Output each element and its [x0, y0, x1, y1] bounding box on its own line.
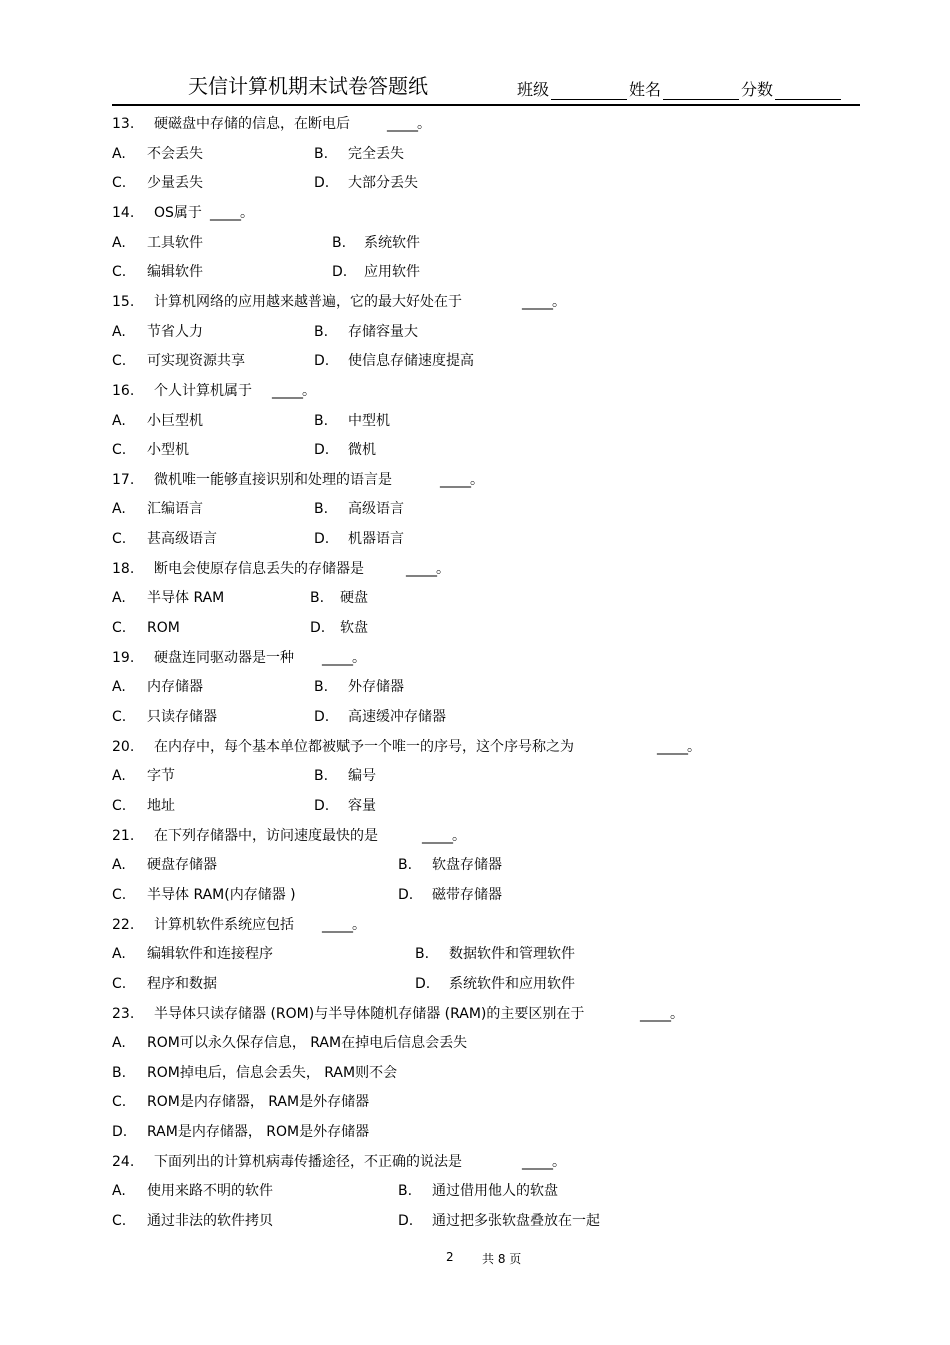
option-letter: B. [314, 323, 329, 340]
name-blank [663, 83, 739, 100]
option-letter: A. [112, 1035, 126, 1052]
option-text: 字节 [147, 768, 175, 785]
option-letter: D. [314, 709, 330, 725]
option-text: ROM是内存储器， RAM是外存储器 [147, 1094, 370, 1111]
answer-blank: _____。 [210, 204, 253, 221]
option-text: 通过借用他人的软盘 [432, 1183, 558, 1200]
option-text: 外存储器 [348, 679, 404, 696]
option-text: 系统软件和应用软件 [449, 975, 575, 992]
option-letter: A. [112, 679, 126, 696]
option-letter: A. [112, 590, 126, 607]
option-letter: B. [314, 412, 329, 429]
option-text: 机器语言 [348, 531, 404, 548]
option-letter: A. [112, 768, 126, 785]
question-stem: 下面列出的计算机病毒传播途径，不正确的说法是 [154, 1153, 462, 1170]
question-stem: 微机唯一能够直接识别和处理的语言是 [154, 471, 392, 488]
option-text: 容量 [348, 797, 376, 814]
option-letter: D. [314, 175, 330, 192]
option-letter: C. [112, 531, 127, 548]
score-blank [775, 83, 841, 100]
option-text: 工具软件 [147, 234, 203, 251]
option-letter: D. [415, 975, 431, 992]
option-text: 中型机 [348, 412, 390, 429]
question-number: 20. [112, 738, 135, 755]
option-letter: A. [112, 946, 126, 963]
option-letter: C. [112, 886, 127, 903]
option-text: ROM [147, 620, 180, 637]
answer-blank: _____。 [422, 827, 465, 844]
answer-blank: _____。 [406, 560, 449, 577]
answer-sheet-header [112, 70, 860, 106]
answer-blank: _____。 [272, 382, 315, 399]
option-text: 硬盘存储器 [147, 857, 217, 874]
option-text: 完全丢失 [348, 145, 404, 162]
option-text: 可实现资源共享 [147, 353, 245, 370]
page-title: 天信计算机期末试卷答题纸 [188, 74, 428, 98]
option-text: 地址 [147, 797, 175, 814]
option-letter: C. [112, 353, 127, 370]
question-stem: 计算机网络的应用越来越普遍，它的最大好处在于 [154, 293, 462, 310]
option-letter: C. [112, 709, 127, 725]
option-text: 只读存储器 [147, 709, 217, 725]
option-text: 小巨型机 [147, 412, 203, 429]
option-letter: A. [112, 145, 126, 162]
option-text: 通过非法的软件拷贝 [147, 1213, 273, 1230]
total-pages: 共 8 页 [482, 1252, 522, 1266]
option-text: 硬盘 [340, 590, 368, 607]
option-letter: B. [332, 234, 347, 251]
option-letter: D. [314, 797, 330, 814]
question-stem: 在下列存储器中，访问速度最快的是 [154, 827, 378, 844]
class-blank [551, 83, 627, 100]
answer-blank: _____。 [387, 116, 430, 132]
option-text: 半导体 RAM [147, 590, 225, 607]
option-letter: B. [314, 768, 329, 785]
answer-blank: _____。 [440, 471, 483, 488]
question-stem: 在内存中，每个基本单位都被赋予一个唯一的序号，这个序号称之为 [154, 738, 574, 755]
option-text: 通过把多张软盘叠放在一起 [432, 1213, 600, 1230]
answer-blank: _____。 [322, 649, 365, 666]
option-letter: D. [314, 442, 330, 459]
option-letter: C. [112, 620, 127, 637]
question-stem: 硬磁盘中存储的信息，在断电后 [154, 116, 350, 132]
question-stem: 断电会使原存信息丢失的存储器是 [154, 560, 364, 577]
option-letter: B. [310, 590, 325, 607]
page-number: 2 [446, 1250, 454, 1264]
option-letter: B. [314, 145, 329, 162]
answer-blank: _____。 [657, 738, 700, 755]
option-text: 节省人力 [147, 323, 203, 340]
option-letter: B. [398, 1183, 413, 1200]
option-letter: C. [112, 797, 127, 814]
option-letter: D. [398, 1213, 414, 1230]
question-number: 19. [112, 649, 135, 666]
option-letter: C. [112, 1094, 127, 1111]
option-text: RAM是内存储器， ROM是外存储器 [147, 1124, 370, 1141]
option-text: 高级语言 [348, 501, 404, 518]
student-info-fields [517, 77, 843, 100]
option-text: 编号 [348, 768, 376, 785]
option-text: 微机 [348, 442, 376, 459]
option-letter: A. [112, 412, 126, 429]
option-letter: A. [112, 234, 126, 251]
option-letter: D. [314, 531, 330, 548]
question-number: 14. [112, 204, 135, 221]
option-letter: B. [112, 1064, 127, 1081]
option-text: 编辑软件 [147, 264, 203, 281]
option-letter: C. [112, 175, 127, 192]
option-letter: C. [112, 1213, 127, 1230]
option-letter: B. [314, 679, 329, 696]
option-text: 高速缓冲存储器 [348, 709, 446, 725]
option-text: 数据软件和管理软件 [449, 946, 575, 963]
question-stem: OS属于 [154, 204, 202, 221]
option-text: ROM掉电后，信息会丢失， RAM则不会 [147, 1064, 398, 1081]
option-text: 使用来路不明的软件 [147, 1183, 273, 1200]
question-number: 23. [112, 1005, 135, 1022]
question-stem: 半导体只读存储器 (ROM)与半导体随机存储器 (RAM)的主要区别在于 [154, 1005, 585, 1022]
option-letter: B. [415, 946, 430, 963]
question-number: 15. [112, 293, 135, 310]
answer-blank: _____。 [522, 293, 565, 310]
option-text: 内存储器 [147, 679, 203, 696]
score-label: 分数 [741, 80, 774, 99]
option-letter: D. [112, 1124, 128, 1141]
option-text: 程序和数据 [147, 975, 217, 992]
question-stem: 计算机软件系统应包括 [154, 916, 294, 933]
option-text: 汇编语言 [147, 501, 203, 518]
question-number: 24. [112, 1153, 135, 1170]
question-number: 22. [112, 916, 135, 933]
option-text: 软盘 [340, 620, 368, 637]
option-text: 软盘存储器 [432, 857, 502, 874]
option-letter: A. [112, 857, 126, 874]
option-letter: B. [314, 501, 329, 518]
option-letter: C. [112, 975, 127, 992]
option-letter: D. [332, 264, 348, 281]
option-text: 应用软件 [364, 264, 420, 281]
option-text: 存储容量大 [348, 323, 418, 340]
option-text: 大部分丢失 [348, 175, 418, 192]
answer-blank: _____。 [522, 1153, 565, 1170]
name-label: 姓名 [629, 80, 662, 99]
option-text: 半导体 RAM(内存储器 ) [147, 886, 296, 903]
class-label: 班级 [517, 80, 550, 99]
question-number: 13. [112, 116, 135, 132]
answer-blank: _____。 [322, 916, 365, 933]
option-text: 不会丢失 [147, 145, 203, 162]
option-text: 甚高级语言 [147, 531, 217, 548]
question-stem: 个人计算机属于 [154, 382, 252, 399]
option-letter: A. [112, 501, 126, 518]
question-stem: 硬盘连同驱动器是一种 [154, 649, 294, 666]
question-number: 17. [112, 471, 135, 488]
option-text: 少量丢失 [147, 175, 203, 192]
option-letter: D. [310, 620, 326, 637]
option-letter: D. [314, 353, 330, 370]
option-text: 系统软件 [364, 234, 420, 251]
option-text: 使信息存储速度提高 [348, 353, 474, 370]
option-letter: B. [398, 857, 413, 874]
option-letter: D. [398, 886, 414, 903]
option-text: ROM可以永久保存信息， RAM在掉电后信息会丢失 [147, 1035, 468, 1052]
option-letter: C. [112, 264, 127, 281]
question-number: 16. [112, 382, 135, 399]
option-letter: A. [112, 323, 126, 340]
option-text: 小型机 [147, 442, 189, 459]
header-rule [112, 104, 860, 106]
question-number: 21. [112, 827, 135, 844]
option-letter: A. [112, 1183, 126, 1200]
option-letter: C. [112, 442, 127, 459]
option-text: 磁带存储器 [432, 886, 502, 903]
answer-blank: _____。 [640, 1005, 683, 1022]
question-number: 18. [112, 560, 135, 577]
option-text: 编辑软件和连接程序 [147, 946, 273, 963]
